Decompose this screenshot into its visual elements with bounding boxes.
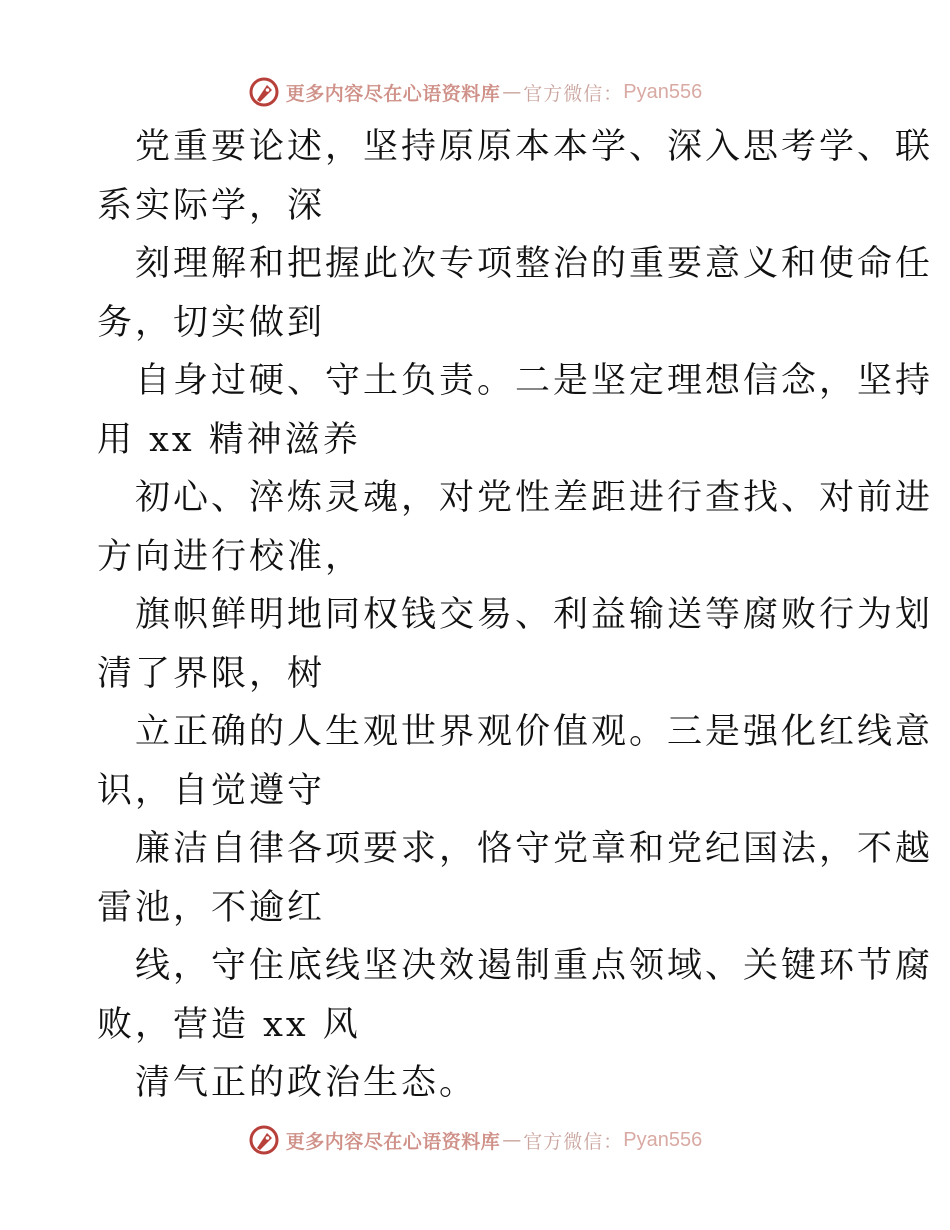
watermark-dash: — (502, 81, 522, 103)
text-line: 清了界限，树 (97, 653, 326, 694)
text-line: 刻理解和把握此次专项整治的重要意义和使命任 (135, 244, 934, 284)
text-line: 识，自觉遵守 (97, 770, 326, 811)
watermark-wechat-id: Pyan556 (623, 1128, 703, 1151)
watermark-dash: — (502, 1129, 522, 1151)
text-line: 清气正的政治生态。 (135, 1063, 478, 1103)
document-body (97, 118, 934, 1113)
text-line: 自身过硬、守土负责。二是坚定理想信念，坚持 (135, 361, 934, 401)
text-line: 用 xx 精神滋养 (97, 419, 361, 460)
watermark-text: 更多内容尽在心语资料库 (285, 82, 501, 105)
text-line: 廉洁自律各项要求，恪守党章和党纪国法，不越 (135, 829, 934, 869)
text-line: 方向进行校准， (97, 536, 364, 577)
text-line: 务，切实做到 (97, 302, 326, 343)
text-line: 线，守住底线坚决效遏制重点领域、关键环节腐 (135, 946, 934, 986)
watermark-wechat-label: 官方微信： (523, 82, 624, 105)
text-line: 党重要论述，坚持原原本本学、深入思考学、联 (135, 127, 934, 167)
text-line: 雷池，不逾红 (97, 887, 326, 928)
text-line: 旗帜鲜明地同权钱交易、利益输送等腐败行为划 (135, 595, 934, 635)
pen-nib-logo-icon (248, 76, 280, 108)
watermark-wechat-label: 官方微信： (523, 1130, 624, 1153)
pen-nib-logo-icon (248, 1124, 280, 1156)
text-line: 败，营造 xx 风 (97, 1004, 361, 1045)
watermark-wechat-id: Pyan556 (623, 80, 703, 103)
text-line: 系实际学，深 (97, 185, 326, 226)
footer-watermark (0, 1120, 950, 1160)
header-watermark (0, 72, 950, 112)
watermark-text: 更多内容尽在心语资料库 (285, 1130, 501, 1153)
text-line: 立正确的人生观世界观价值观。三是强化红线意 (135, 712, 934, 752)
text-line: 初心、淬炼灵魂，对党性差距进行查找、对前进 (135, 478, 934, 518)
